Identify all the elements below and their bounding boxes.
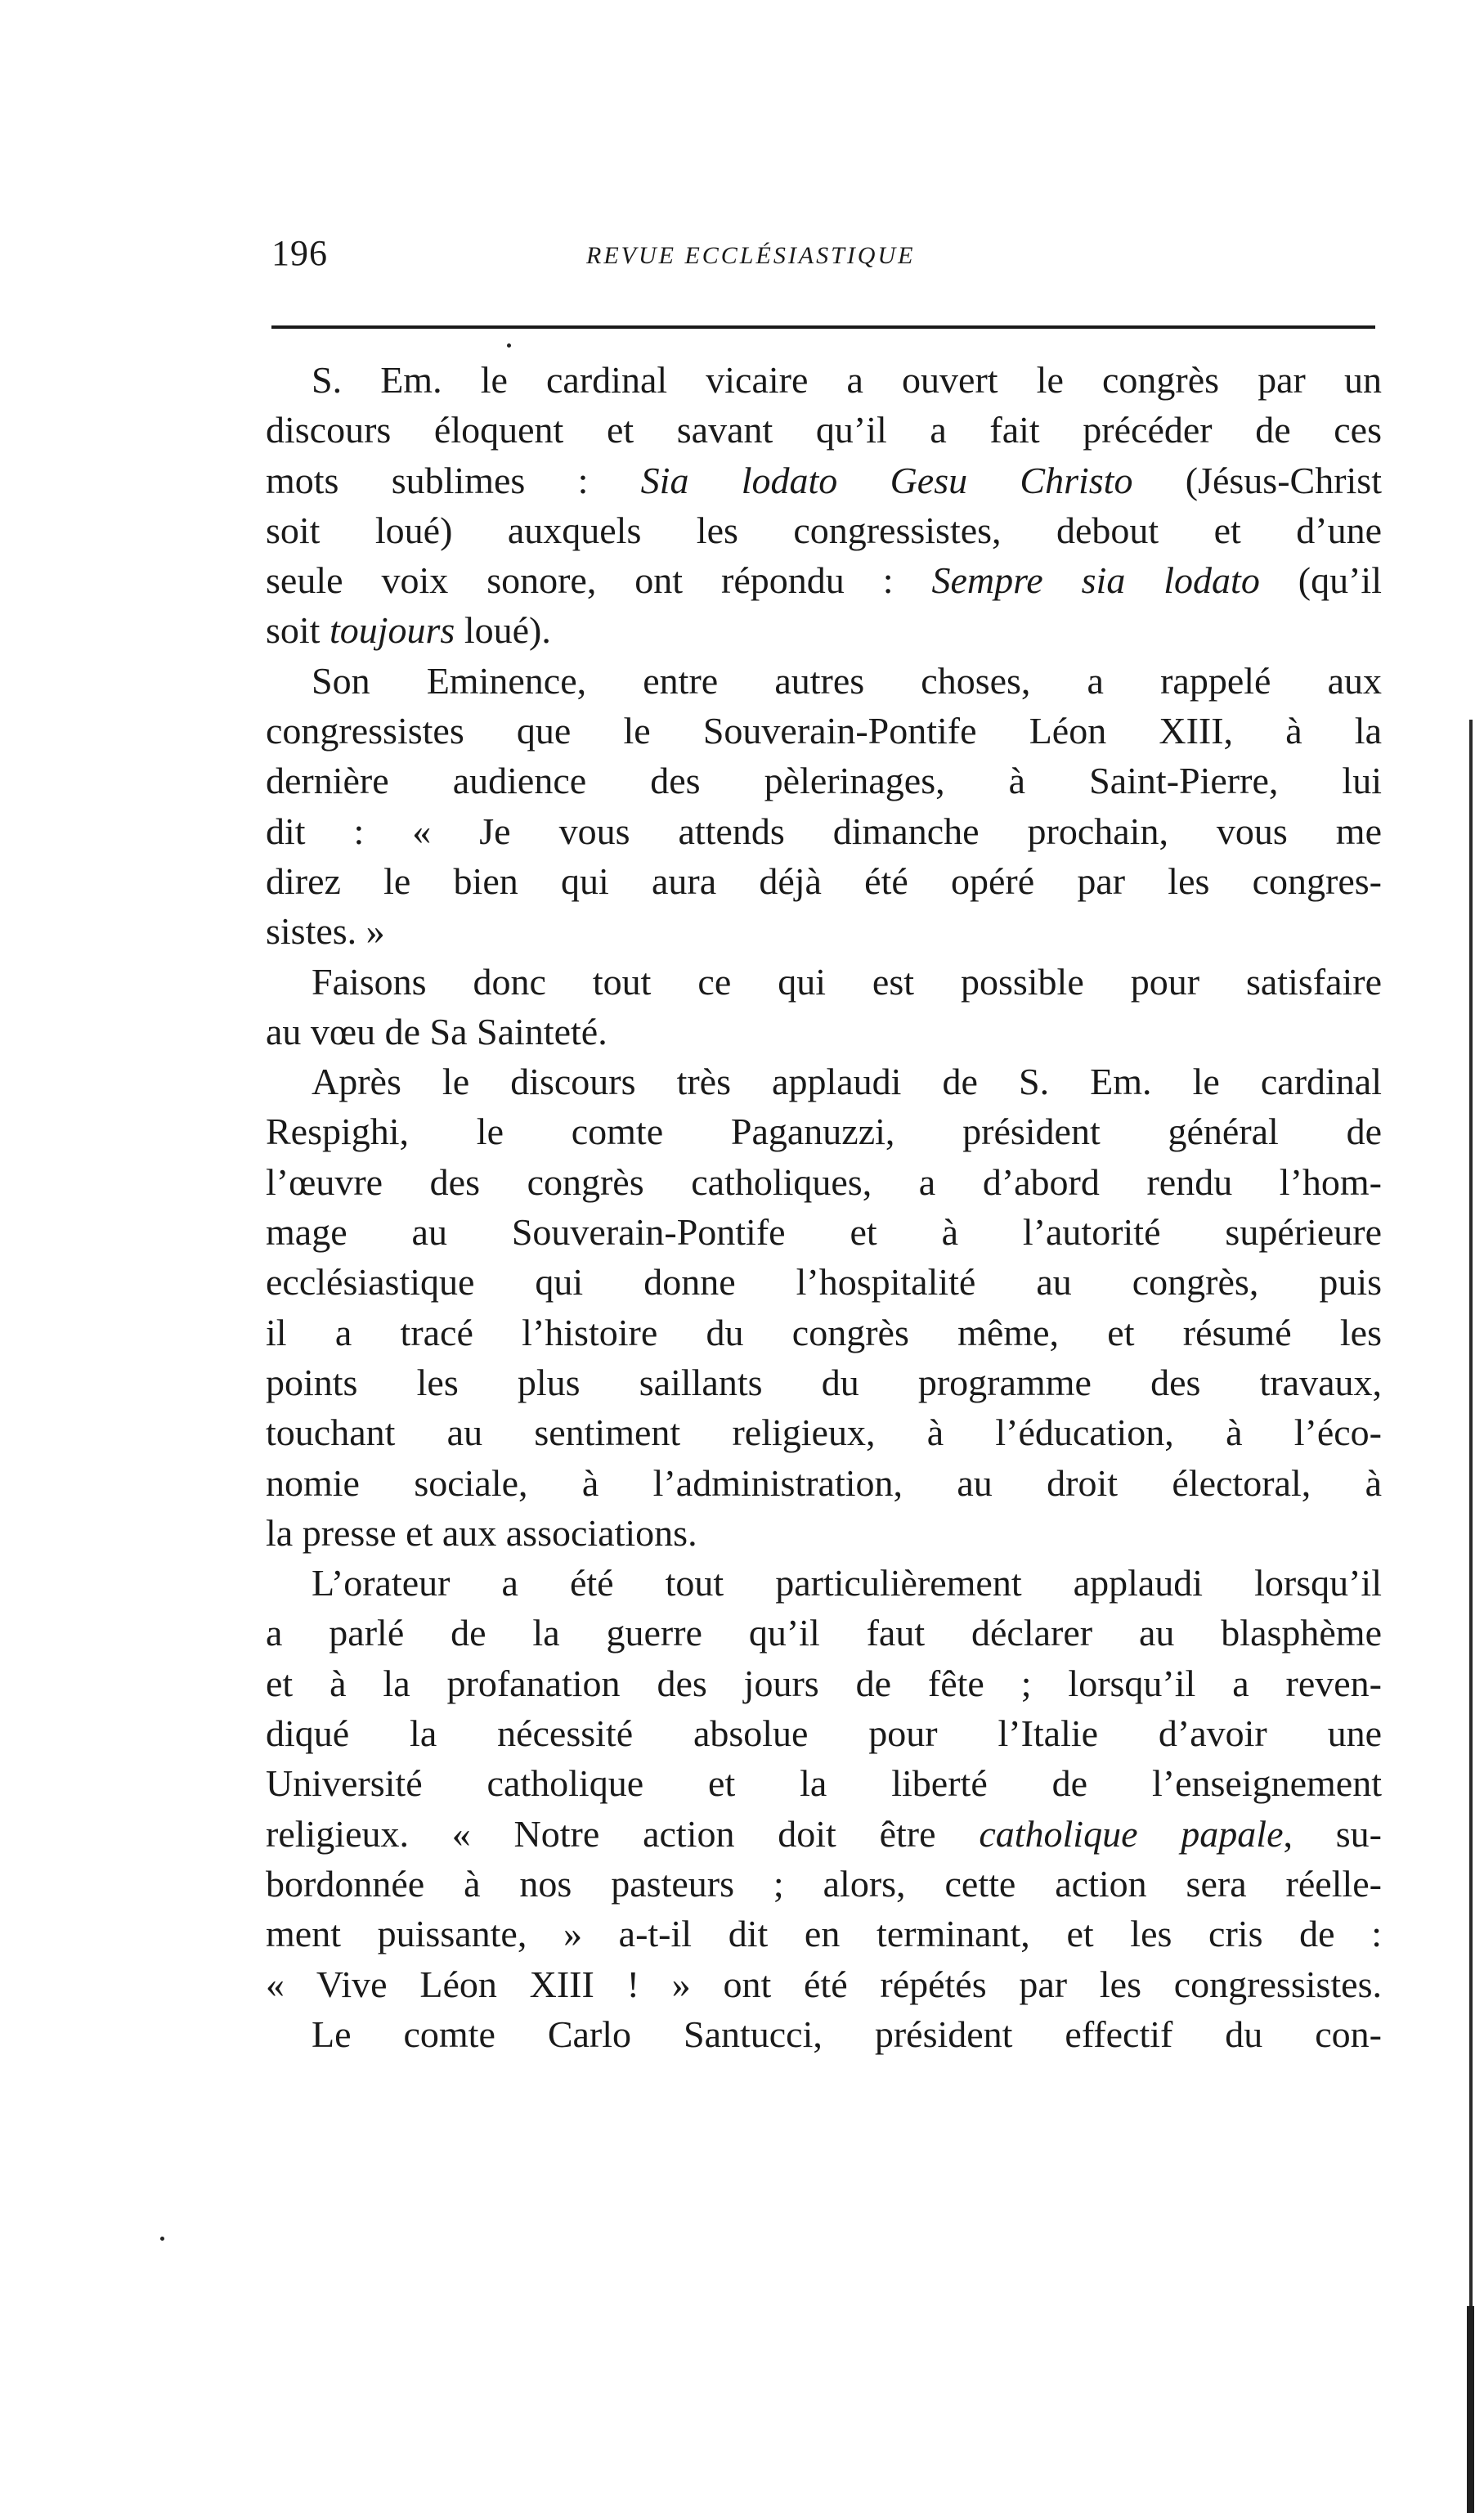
text-segment: l’œuvre des congrès catholiques, a d’abord rendu l’hom- [266,1160,1382,1203]
scan-speck [160,2237,164,2241]
text-segment: nomie sociale, à l’administration, au droit électoral, à [266,1461,1382,1504]
text-line [266,1257,1382,1307]
text-line [266,806,1382,856]
text-line [266,1508,1382,1558]
text-line [266,1106,1382,1156]
text-line [266,405,1382,455]
text-segment: mots sublimes : [266,459,641,501]
text-segment: Son Eminence, entre autres choses, a rappelé aux [312,659,1382,702]
text-line [266,1959,1382,2009]
text-segment: et à la profanation des jours de fête ; lorsqu’il a reven- [266,1662,1382,1704]
text-segment: diqué la nécessité absolue pour l’Italie d’avoir une [266,1712,1382,1755]
text-line [266,1207,1382,1257]
text-segment: « Vive Léon XIII ! » ont été répétés par les congressistes. [266,1963,1382,2005]
text-line [266,1357,1382,1407]
text-segment: discours éloquent et savant qu’il a fait précéder de ces [266,409,1382,451]
text-segment: bordonnée à nos pasteurs ; alors, cette action sera réelle- [266,1862,1382,1905]
text-segment: points les plus saillants du programme des travaux, [266,1361,1382,1403]
text-segment: S. Em. le cardinal vicaire a ouvert le congrès par un [312,359,1382,401]
text-segment: Le comte Carlo Santucci, président effectif du con- [312,2013,1382,2055]
italic-text-segment: toujours [329,609,455,652]
text-segment: sistes. » [266,910,385,953]
text-line [266,2009,1382,2059]
text-segment: seule voix sonore, ont répondu : [266,559,932,602]
text-line [266,605,1382,655]
scan-edge-shadow-lower [1467,2306,1474,2513]
text-line [266,505,1382,555]
text-segment: (Jésus-Christ [1132,459,1382,501]
text-line [266,555,1382,605]
text-line [266,1658,1382,1708]
text-line [266,1708,1382,1758]
text-segment: ment puissante, » a-t-il dit en terminant, et les cris de : [266,1913,1382,1955]
text-segment: soit [266,609,330,652]
page-number: 196 [271,233,328,273]
text-segment: Respighi, le comte Paganuzzi, président général de [266,1111,1382,1153]
text-line [266,1007,1382,1057]
text-line [266,1558,1382,1608]
text-segment: ecclésiastique qui donne l’hospitalité au congrès, puis [266,1261,1382,1304]
text-line [266,1809,1382,1859]
text-segment: Université catholique et la liberté de l’enseignement [266,1762,1382,1805]
text-segment: religieux. « Notre action doit être [266,1812,980,1855]
text-segment: loué). [455,609,551,652]
italic-text-segment: Sempre sia lodato [931,559,1260,602]
text-segment: au vœu de Sa Sainteté. [266,1010,607,1052]
text-line [266,1458,1382,1508]
text-segment: Après le discours très applaudi de S. Em. le cardinal [312,1061,1382,1103]
text-line [266,1157,1382,1207]
text-segment: congressistes que le Souverain-Pontife Léon XIII, à la [266,710,1382,752]
text-segment: il a tracé l’histoire du congrès même, et résumé les [266,1311,1382,1353]
page-header [271,232,1375,289]
text-line [266,1859,1382,1909]
italic-text-segment: Sia lodato Gesu Christo [640,459,1133,501]
text-segment: mage au Souverain-Pontife et à l’autorité supérieure [266,1211,1382,1254]
text-line [266,455,1382,505]
text-line [266,1407,1382,1457]
header-rule [271,325,1375,329]
text-line [266,1308,1382,1357]
scan-speck [507,343,511,348]
text-segment: Faisons donc tout ce qui est possible pour satisfaire [312,960,1382,1003]
text-segment: , su- [1283,1812,1382,1855]
italic-text-segment: catholique papale [979,1812,1284,1855]
text-line [266,1057,1382,1106]
text-line [266,1909,1382,1959]
text-segment: touchant au sentiment religieux, à l’éducation, à l’éco- [266,1411,1382,1454]
text-line [266,1758,1382,1808]
text-segment: L’orateur a été tout particulièrement applaudi lorsqu’il [312,1562,1382,1604]
scan-edge-shadow [1469,720,1473,2513]
text-line [266,957,1382,1007]
running-head: REVUE ECCLÉSIASTIQUE [586,242,916,269]
text-line [266,656,1382,706]
text-line [266,1608,1382,1658]
text-line [266,706,1382,756]
text-line [266,756,1382,806]
text-segment: dernière audience des pèlerinages, à Saint-Pierre, lui [266,760,1382,802]
text-segment: direz le bien qui aura déjà été opéré par les congres- [266,859,1382,902]
text-segment: la presse et aux associations. [266,1511,697,1554]
text-line [266,355,1382,405]
text-segment: (qu’il [1259,559,1382,602]
text-line [266,856,1382,906]
text-segment: a parlé de la guerre qu’il faut déclarer au blasphème [266,1612,1382,1654]
text-segment: dit : « Je vous attends dimanche prochain, vous me [266,810,1382,852]
body-text [266,355,1382,2059]
text-segment: soit loué) auxquels les congressistes, debout et d’une [266,509,1382,551]
text-line [266,906,1382,956]
